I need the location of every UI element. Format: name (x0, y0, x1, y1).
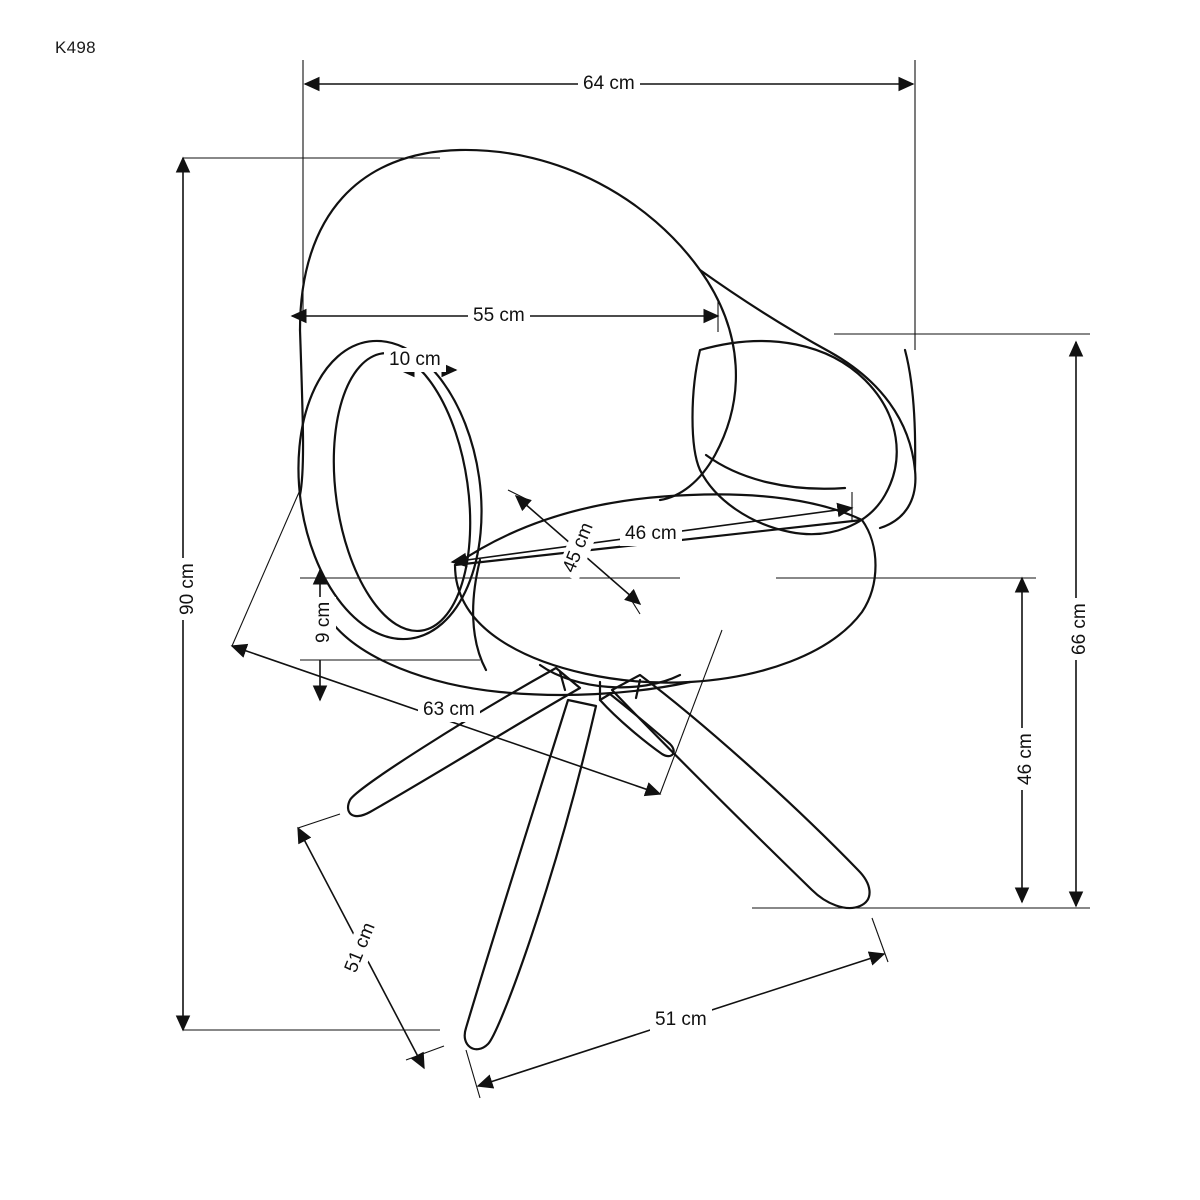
dim-label-seat-width: 46 cm (620, 522, 682, 546)
model-code: K498 (55, 38, 96, 57)
backrest-left-edge (300, 330, 303, 495)
dim-label-seat-depth: 45 cm (556, 515, 601, 581)
dim-label-overall-width: 64 cm (578, 72, 640, 96)
seat-left-crease (473, 560, 486, 670)
leg-front (465, 700, 596, 1049)
dim-label-base-span-front: 51 cm (650, 1008, 712, 1032)
dim-label-seat-cushion-height: 9 cm (312, 597, 336, 648)
dimension-lines (183, 60, 1090, 1098)
dim-label-seat-height: 46 cm (1014, 728, 1038, 790)
right-armrest-crease (706, 455, 845, 489)
dim-label-overall-depth: 63 cm (418, 698, 480, 722)
dim-label-backrest-width: 55 cm (468, 304, 530, 328)
leg-back-left (348, 668, 580, 816)
dim-label-base-span-left: 51 cm (338, 915, 383, 981)
dim-label-backrest-height: 66 cm (1068, 598, 1092, 660)
dim-label-armrest-thickness: 10 cm (384, 348, 446, 372)
seat-front-shell (330, 620, 690, 695)
backrest-right-inner (905, 350, 915, 470)
leg-spoke-short (600, 694, 674, 756)
dim-label-total-height: 90 cm (176, 558, 200, 620)
